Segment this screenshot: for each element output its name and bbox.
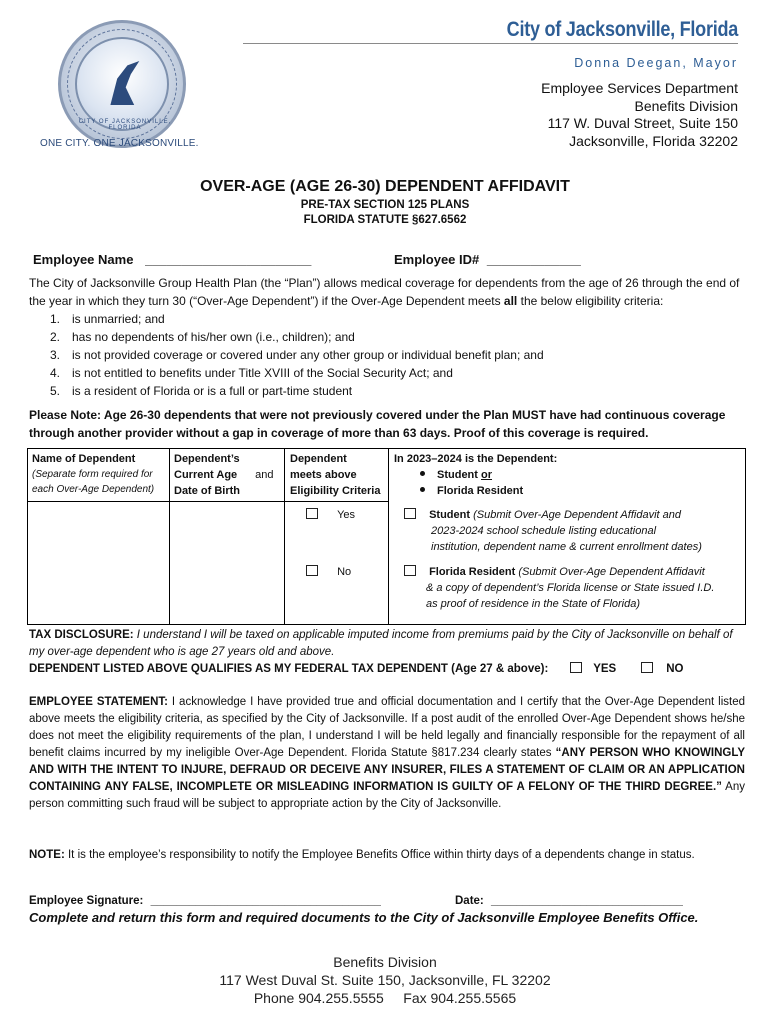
col-eligibility-header: Dependent meets above Eligibility Criteria bbox=[290, 453, 381, 497]
date-field[interactable] bbox=[455, 893, 683, 910]
tax-no-option[interactable]: NO bbox=[641, 661, 683, 678]
student-checkbox[interactable] bbox=[404, 508, 416, 519]
seal-text: CITY OF JACKSONVILLE, FLORIDA bbox=[78, 119, 172, 131]
dependent-name-input[interactable] bbox=[30, 503, 167, 623]
list-item: 5. is a resident of Florida or is a full or part-time student bbox=[50, 384, 353, 398]
list-item: 4. is not entitled to benefits under Title XVIII of the Social Security Act; and bbox=[50, 366, 453, 380]
dependent-table bbox=[27, 448, 746, 625]
intro-paragraph bbox=[29, 274, 744, 310]
dependent-age-dob-input[interactable] bbox=[171, 503, 282, 623]
footer-contact: Phone 904.255.5555 Fax 904.255.5565 bbox=[253, 990, 517, 1006]
note-text: It is the employee’s responsibility to notify the Employee Benefits Office within thirty days of a dependents change in status. bbox=[67, 849, 695, 861]
dept-line: Benefits Division bbox=[634, 97, 738, 114]
footer-division: Benefits Division bbox=[333, 954, 437, 970]
city-title: City of Jacksonville, Florida bbox=[506, 18, 738, 41]
yes-checkbox[interactable] bbox=[306, 508, 318, 519]
table-header-rule bbox=[28, 501, 389, 502]
florida-resident-checkbox[interactable] bbox=[404, 565, 416, 576]
intro-text-bold: all bbox=[503, 294, 518, 308]
signature-label: Employee Signature: bbox=[29, 895, 144, 907]
statement-text-a: I acknowledge I have provided true and official documentation and I certify that the Over-Age Dependent listed above meets the eligibility criteria, as specified by the City of Jacksonville. If a post audit of the enrolled Over-Age Dependent shows he/she does not meet the eligibility requirements of the plan, I understand I will be held legally and financially responsible for the repayment of all benefit claims incurred by my ineligible Over-Age Dependent. Florida Statute §817.234 clearly states bbox=[29, 696, 745, 759]
tax-no-checkbox[interactable] bbox=[641, 662, 653, 673]
employee-statement bbox=[29, 694, 745, 813]
employee-name-label: Employee Name bbox=[33, 252, 134, 267]
date-label: Date: bbox=[455, 895, 484, 907]
tax-label: TAX DISCLOSURE: bbox=[29, 629, 134, 641]
eligibility-yes-option[interactable]: Yes bbox=[306, 507, 355, 523]
eligibility-no-option[interactable]: No bbox=[306, 564, 351, 580]
list-item: 2. has no dependents of his/her own (i.e., children); and bbox=[50, 330, 355, 344]
student-option[interactable]: Student (Submit Over-Age Dependent Affidavit and 2023-2024 school schedule listing educational institution, dependent name & current enrollment dates) bbox=[404, 507, 744, 555]
list-item: 1. is unmarried; and bbox=[50, 312, 165, 326]
form-title: OVER-AGE (AGE 26-30) DEPENDENT AFFIDAVIT bbox=[200, 178, 570, 195]
statement-text-b: Any person committing such fraud will be subject to appropriate action by the City of Jacksonville. bbox=[29, 781, 745, 810]
intro-text-b: the below eligibility criteria: bbox=[520, 294, 664, 308]
note-label: NOTE: bbox=[29, 849, 65, 861]
seal-emblem-icon bbox=[107, 61, 141, 105]
statement-text-bold: “ANY PERSON WHO KNOWINGLY AND WITH THE INTENT TO INJURE, DEFRAUD OR DECEIVE ANY INSURER, FILES A STATEMENT OF CLAIM OR AN APPLICATION CONTAINING ANY FALSE, INCOMPLETE OR MISLEADING INFORMATION IS GUILTY OF A FELONY OF THE THIRD DEGREE.” bbox=[29, 747, 745, 793]
col-status-header: In 2023–2024 is the Dependent: Student or Florida Resident bbox=[394, 453, 558, 497]
employee-id-label: Employee ID# bbox=[394, 252, 480, 267]
city-tagline: ONE CITY. ONE JACKSONVILLE. bbox=[40, 138, 199, 149]
return-instructions: Complete and return this form and required documents to the City of Jacksonville Employee Benefits Office. bbox=[29, 910, 699, 925]
criteria-list bbox=[50, 310, 544, 400]
city-seal-logo bbox=[58, 20, 186, 148]
florida-resident-option[interactable]: Florida Resident (Submit Over-Age Dependent Affidavit & a copy of dependent’s Florida license or State issued I.D. as proof of residence in the State of Florida) bbox=[404, 564, 744, 612]
dept-line: Employee Services Department bbox=[541, 80, 738, 96]
intro-text-a: The City of Jacksonville Group Health Plan (the “Plan”) allows medical coverage for dependents from the age of 26 through the end of the year in which they turn 30 (“Over-Age Dependent”) if the Over-Age Dependent meets bbox=[29, 276, 740, 308]
signature-input[interactable]: ____________________________________ bbox=[150, 895, 381, 907]
tax-yes-checkbox[interactable] bbox=[570, 662, 582, 673]
statement-label: EMPLOYEE STATEMENT: bbox=[29, 696, 168, 708]
bullet-icon bbox=[420, 471, 425, 476]
list-item: 3. is not provided coverage or covered under any other group or individual benefit plan; and bbox=[50, 348, 544, 362]
footer-address: 117 West Duval St. Suite 150, Jacksonville, FL 32202 bbox=[219, 972, 551, 988]
employee-name-input[interactable]: _______________________ bbox=[145, 252, 312, 267]
mayor-name: Donna Deegan, Mayor bbox=[574, 56, 738, 70]
col-name-header: Name of Dependent (Separate form required for each Over-Age Dependent) bbox=[32, 453, 155, 495]
table-divider bbox=[388, 449, 389, 624]
table-divider bbox=[169, 449, 170, 624]
bullet-icon bbox=[420, 487, 425, 492]
please-note: Please Note: Age 26-30 dependents that were not previously covered under the Plan MUST have had continuous coverage through another provider without a gap in coverage of more than 63 days. Proof of this coverage is required. bbox=[29, 408, 726, 440]
employee-id-input[interactable]: _____________ bbox=[486, 252, 581, 267]
date-input[interactable]: ______________________________ bbox=[490, 895, 683, 907]
tax-dependent-question: DEPENDENT LISTED ABOVE QUALIFIES AS MY FEDERAL TAX DEPENDENT (Age 27 & above): bbox=[29, 663, 549, 675]
employee-id-field[interactable] bbox=[394, 252, 581, 267]
form-statute: FLORIDA STATUTE §627.6562 bbox=[303, 214, 467, 226]
employee-name-field[interactable] bbox=[33, 252, 311, 267]
tax-disclosure bbox=[29, 627, 745, 661]
tax-text: I understand I will be taxed on applicable imputed income from premiums paid by the City of Jacksonville on behalf of my over-age dependent who is age 27 years old and above. bbox=[29, 629, 733, 658]
dept-line: Jacksonville, Florida 32202 bbox=[569, 132, 738, 149]
tax-yes-option[interactable]: YES bbox=[570, 661, 616, 678]
seal-center bbox=[75, 37, 169, 131]
status-change-note bbox=[29, 847, 745, 864]
no-checkbox[interactable] bbox=[306, 565, 318, 576]
employee-signature-field[interactable] bbox=[29, 893, 381, 910]
table-divider bbox=[284, 449, 285, 624]
dept-line: 117 W. Duval Street, Suite 150 bbox=[547, 115, 738, 131]
header-divider bbox=[243, 43, 738, 44]
form-subtitle: PRE-TAX SECTION 125 PLANS bbox=[300, 199, 470, 211]
department-address bbox=[541, 80, 738, 150]
col-age-header: Dependent’s Current Age and Date of Birth bbox=[174, 453, 274, 497]
